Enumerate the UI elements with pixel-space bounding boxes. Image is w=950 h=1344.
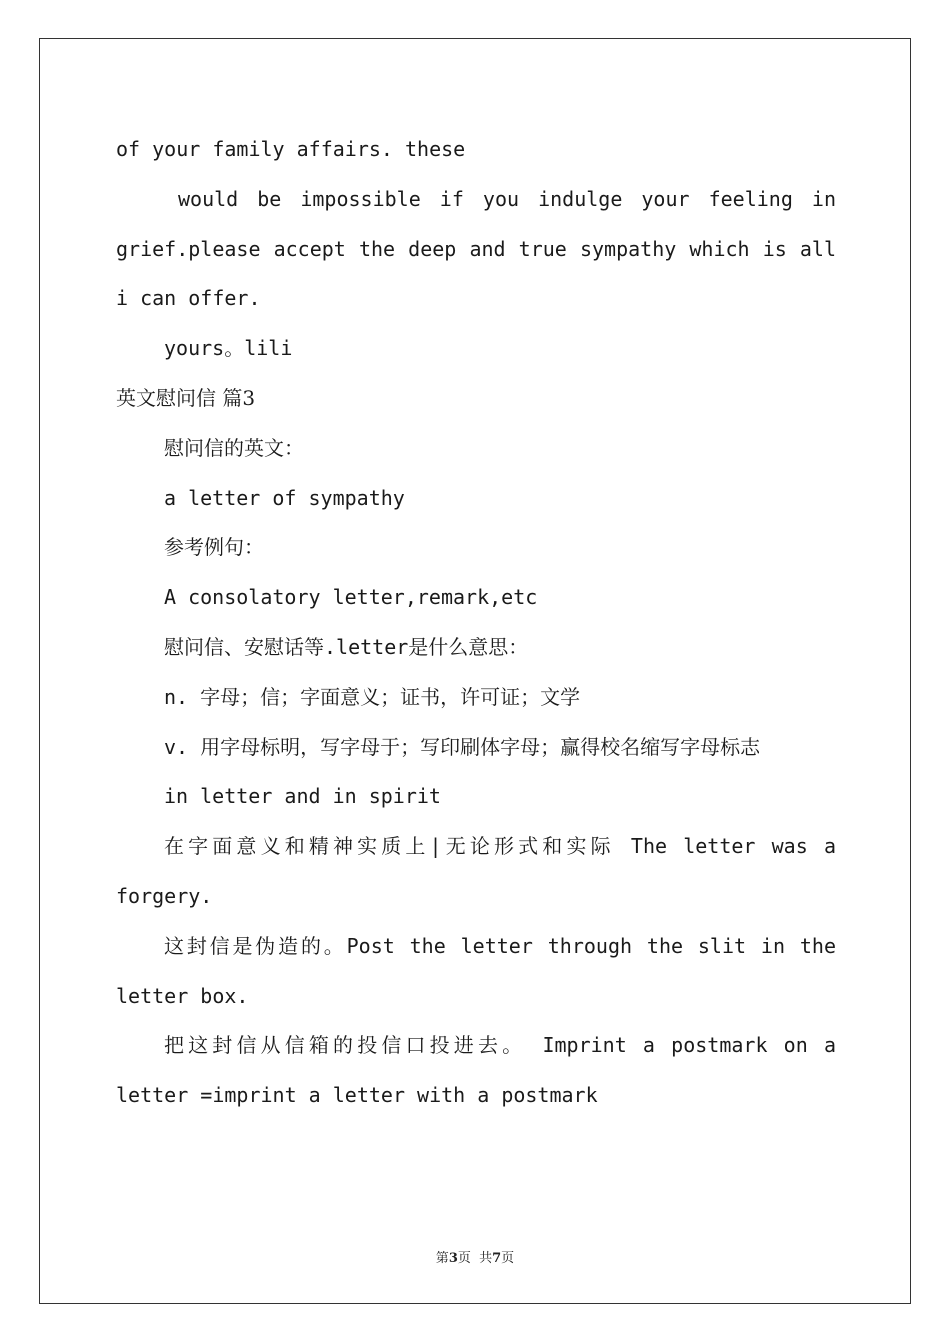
paragraph-9: 慰问信、安慰话等.letter是什么意思： bbox=[164, 634, 529, 659]
paragraph-7: 参考例句： bbox=[164, 535, 264, 560]
paragraph-14: 这封信是伪造的。Post the letter through the slit in the letter box. bbox=[116, 933, 836, 1008]
paragraph-15: 把这封信从信箱的投信口投进去。 Imprint a postmark on a letter =imprint a letter with a postmark bbox=[116, 1033, 836, 1108]
footer-suffix: 页 bbox=[501, 1251, 515, 1266]
paragraph-5: 慰问信的英文： bbox=[164, 435, 304, 460]
paragraph-6: a letter of sympathy bbox=[164, 485, 405, 510]
paragraph-10: n. 字母；信；字面意义；证书，许可证；文学 bbox=[164, 684, 581, 709]
paragraph-13: 在字面意义和精神实质上|无论形式和实际 The letter was a forgery. bbox=[116, 834, 836, 908]
page-footer bbox=[0, 1247, 950, 1266]
section-heading: 英文慰问信 篇3 bbox=[116, 385, 256, 410]
paragraph-12: in letter and in spirit bbox=[164, 784, 441, 809]
paragraph-2: would be impossible if you indulge your feeling in grief.please accept the deep and true sympathy which is all i can offer. bbox=[116, 186, 836, 311]
footer-current-page: 3 bbox=[448, 1251, 458, 1266]
paragraph-11: v. 用字母标明，写字母于；写印刷体字母；赢得校名缩写字母标志 bbox=[164, 734, 761, 759]
paragraph-1: of your family affairs. these bbox=[116, 137, 466, 161]
paragraph-8: A consolatory letter,remark,etc bbox=[164, 585, 538, 610]
paragraph-3: yours。lili bbox=[164, 336, 293, 361]
footer-total-pages: 7 bbox=[492, 1251, 502, 1266]
footer-prefix: 第 bbox=[435, 1251, 449, 1266]
footer-middle: 页 共 bbox=[457, 1251, 493, 1266]
document-body bbox=[116, 125, 836, 1121]
